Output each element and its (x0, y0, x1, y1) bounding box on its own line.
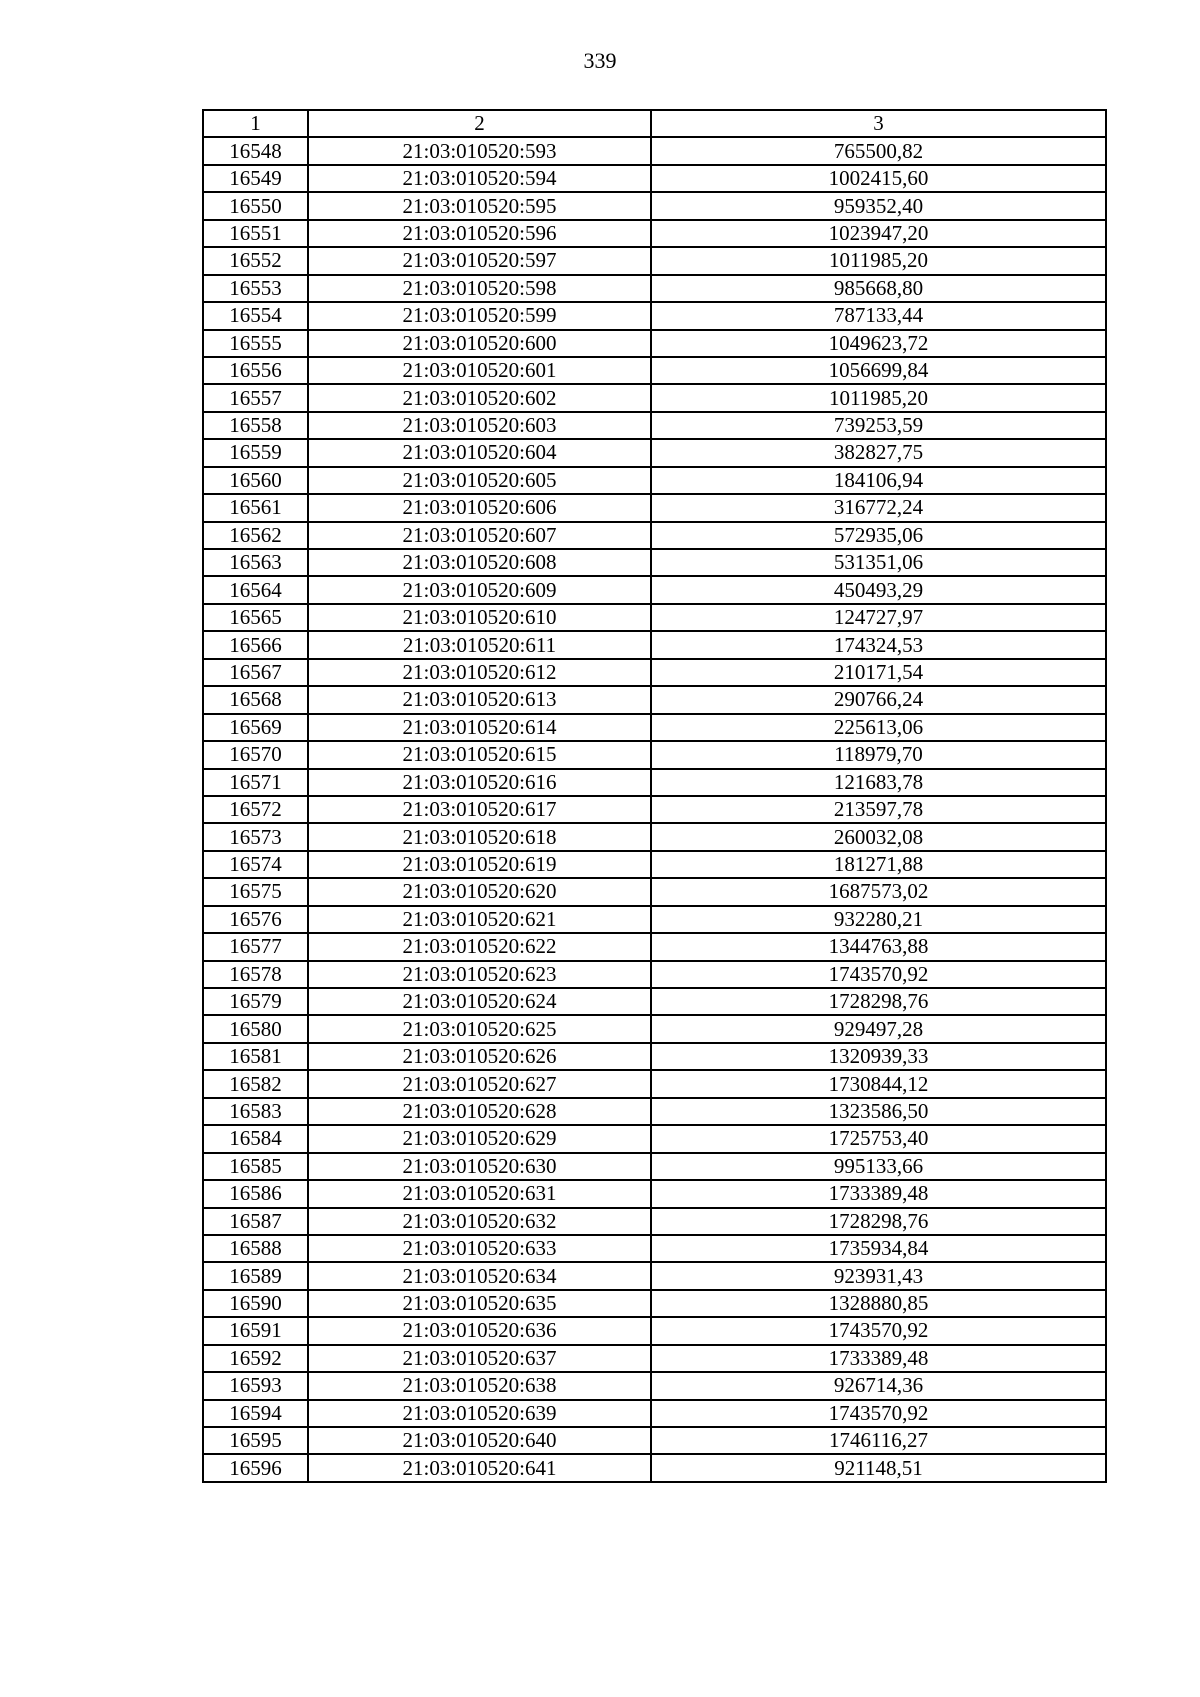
cadastral-number-cell: 21:03:010520:624 (308, 988, 651, 1015)
table-row (203, 1153, 1106, 1180)
value-cell: 739253,59 (651, 412, 1106, 439)
cadastral-number-cell: 21:03:010520:636 (308, 1317, 651, 1344)
table-row (203, 604, 1106, 631)
row-number-cell: 16562 (203, 522, 308, 549)
value-cell: 225613,06 (651, 714, 1106, 741)
row-number-cell: 16561 (203, 494, 308, 521)
value-cell: 1056699,84 (651, 357, 1106, 384)
cadastral-number-cell: 21:03:010520:605 (308, 467, 651, 494)
cadastral-number-cell: 21:03:010520:626 (308, 1043, 651, 1070)
cadastral-number-cell: 21:03:010520:601 (308, 357, 651, 384)
row-number-cell: 16594 (203, 1400, 308, 1427)
value-cell: 1728298,76 (651, 988, 1106, 1015)
cadastral-number-cell: 21:03:010520:635 (308, 1290, 651, 1317)
row-number-cell: 16564 (203, 576, 308, 603)
row-number-cell: 16576 (203, 906, 308, 933)
table-row (203, 1427, 1106, 1454)
row-number-cell: 16548 (203, 137, 308, 164)
row-number-cell: 16573 (203, 823, 308, 850)
value-cell: 1320939,33 (651, 1043, 1106, 1070)
value-cell: 959352,40 (651, 192, 1106, 219)
value-cell: 1023947,20 (651, 220, 1106, 247)
row-number-cell: 16568 (203, 686, 308, 713)
value-cell: 1011985,20 (651, 384, 1106, 411)
value-cell: 1728298,76 (651, 1208, 1106, 1235)
value-cell: 1344763,88 (651, 933, 1106, 960)
table-row (203, 302, 1106, 329)
cadastral-number-cell: 21:03:010520:629 (308, 1125, 651, 1152)
row-number-cell: 16596 (203, 1454, 308, 1481)
row-number-cell: 16569 (203, 714, 308, 741)
table-row (203, 165, 1106, 192)
value-cell: 995133,66 (651, 1153, 1106, 1180)
cadastral-number-cell: 21:03:010520:593 (308, 137, 651, 164)
cadastral-number-cell: 21:03:010520:634 (308, 1262, 651, 1289)
cadastral-number-cell: 21:03:010520:597 (308, 247, 651, 274)
cadastral-number-cell: 21:03:010520:627 (308, 1070, 651, 1097)
cadastral-number-cell: 21:03:010520:615 (308, 741, 651, 768)
table-row (203, 1015, 1106, 1042)
table-header-row (203, 110, 1106, 137)
cadastral-number-cell: 21:03:010520:630 (308, 1153, 651, 1180)
row-number-cell: 16580 (203, 1015, 308, 1042)
row-number-cell: 16587 (203, 1208, 308, 1235)
table-row (203, 1070, 1106, 1097)
value-cell: 923931,43 (651, 1262, 1106, 1289)
cadastral-number-cell: 21:03:010520:622 (308, 933, 651, 960)
column-header: 3 (651, 110, 1106, 137)
value-cell: 181271,88 (651, 851, 1106, 878)
cadastral-number-cell: 21:03:010520:632 (308, 1208, 651, 1235)
table-row (203, 961, 1106, 988)
table-row (203, 1180, 1106, 1207)
row-number-cell: 16559 (203, 439, 308, 466)
table-row (203, 1208, 1106, 1235)
value-cell: 124727,97 (651, 604, 1106, 631)
row-number-cell: 16588 (203, 1235, 308, 1262)
row-number-cell: 16581 (203, 1043, 308, 1070)
value-cell: 1743570,92 (651, 961, 1106, 988)
table-row (203, 1454, 1106, 1481)
value-cell: 184106,94 (651, 467, 1106, 494)
table-row (203, 1317, 1106, 1344)
value-cell: 1743570,92 (651, 1400, 1106, 1427)
cadastral-number-cell: 21:03:010520:625 (308, 1015, 651, 1042)
row-number-cell: 16574 (203, 851, 308, 878)
value-cell: 118979,70 (651, 741, 1106, 768)
page-number: 339 (583, 48, 617, 73)
row-number-cell: 16563 (203, 549, 308, 576)
value-cell: 1730844,12 (651, 1070, 1106, 1097)
value-cell: 929497,28 (651, 1015, 1106, 1042)
cadastral-number-cell: 21:03:010520:604 (308, 439, 651, 466)
value-cell: 210171,54 (651, 659, 1106, 686)
row-number-cell: 16552 (203, 247, 308, 274)
value-cell: 1733389,48 (651, 1345, 1106, 1372)
table-row (203, 741, 1106, 768)
value-cell: 787133,44 (651, 302, 1106, 329)
cadastral-number-cell: 21:03:010520:594 (308, 165, 651, 192)
table-row (203, 906, 1106, 933)
table-row (203, 439, 1106, 466)
table-row (203, 522, 1106, 549)
table-row (203, 796, 1106, 823)
cadastral-number-cell: 21:03:010520:614 (308, 714, 651, 741)
cadastral-number-cell: 21:03:010520:609 (308, 576, 651, 603)
cadastral-number-cell: 21:03:010520:613 (308, 686, 651, 713)
table-row (203, 1290, 1106, 1317)
value-cell: 1746116,27 (651, 1427, 1106, 1454)
row-number-cell: 16592 (203, 1345, 308, 1372)
table-row (203, 769, 1106, 796)
cadastral-number-cell: 21:03:010520:641 (308, 1454, 651, 1481)
table-row (203, 823, 1106, 850)
table-row (203, 988, 1106, 1015)
table-row (203, 1043, 1106, 1070)
table-row (203, 192, 1106, 219)
value-cell: 926714,36 (651, 1372, 1106, 1399)
cadastral-number-cell: 21:03:010520:638 (308, 1372, 651, 1399)
cadastral-number-cell: 21:03:010520:628 (308, 1098, 651, 1125)
cadastral-number-cell: 21:03:010520:608 (308, 549, 651, 576)
value-cell: 316772,24 (651, 494, 1106, 521)
cadastral-number-cell: 21:03:010520:600 (308, 330, 651, 357)
cadastral-number-cell: 21:03:010520:606 (308, 494, 651, 521)
row-number-cell: 16572 (203, 796, 308, 823)
value-cell: 213597,78 (651, 796, 1106, 823)
cadastral-number-cell: 21:03:010520:598 (308, 275, 651, 302)
cadastral-number-cell: 21:03:010520:619 (308, 851, 651, 878)
cadastral-number-cell: 21:03:010520:595 (308, 192, 651, 219)
row-number-cell: 16565 (203, 604, 308, 631)
table-row (203, 933, 1106, 960)
table-row (203, 686, 1106, 713)
table-row (203, 412, 1106, 439)
value-cell: 572935,06 (651, 522, 1106, 549)
cadastral-number-cell: 21:03:010520:620 (308, 878, 651, 905)
cadastral-number-cell: 21:03:010520:603 (308, 412, 651, 439)
table-row (203, 1400, 1106, 1427)
table-row (203, 384, 1106, 411)
table-row (203, 549, 1106, 576)
value-cell: 1733389,48 (651, 1180, 1106, 1207)
row-number-cell: 16566 (203, 631, 308, 658)
row-number-cell: 16557 (203, 384, 308, 411)
table-row (203, 851, 1106, 878)
cadastral-number-cell: 21:03:010520:640 (308, 1427, 651, 1454)
value-cell: 985668,80 (651, 275, 1106, 302)
table-row (203, 275, 1106, 302)
cadastral-number-cell: 21:03:010520:618 (308, 823, 651, 850)
table-row (203, 220, 1106, 247)
table-row (203, 1098, 1106, 1125)
value-cell: 1328880,85 (651, 1290, 1106, 1317)
value-cell: 121683,78 (651, 769, 1106, 796)
row-number-cell: 16575 (203, 878, 308, 905)
value-cell: 260032,08 (651, 823, 1106, 850)
table-row (203, 1125, 1106, 1152)
row-number-cell: 16551 (203, 220, 308, 247)
row-number-cell: 16558 (203, 412, 308, 439)
row-number-cell: 16554 (203, 302, 308, 329)
row-number-cell: 16583 (203, 1098, 308, 1125)
table-row (203, 137, 1106, 164)
cadastral-number-cell: 21:03:010520:639 (308, 1400, 651, 1427)
table-row (203, 357, 1106, 384)
row-number-cell: 16560 (203, 467, 308, 494)
row-number-cell: 16584 (203, 1125, 308, 1152)
row-number-cell: 16591 (203, 1317, 308, 1344)
cadastral-number-cell: 21:03:010520:596 (308, 220, 651, 247)
value-cell: 174324,53 (651, 631, 1106, 658)
cadastral-number-cell: 21:03:010520:617 (308, 796, 651, 823)
cadastral-number-cell: 21:03:010520:637 (308, 1345, 651, 1372)
row-number-cell: 16579 (203, 988, 308, 1015)
row-number-cell: 16553 (203, 275, 308, 302)
column-header: 1 (203, 110, 308, 137)
column-header: 2 (308, 110, 651, 137)
cadastral-number-cell: 21:03:010520:607 (308, 522, 651, 549)
row-number-cell: 16593 (203, 1372, 308, 1399)
row-number-cell: 16595 (203, 1427, 308, 1454)
data-table (202, 109, 1107, 1483)
cadastral-number-cell: 21:03:010520:633 (308, 1235, 651, 1262)
table-row (203, 631, 1106, 658)
value-cell: 932280,21 (651, 906, 1106, 933)
row-number-cell: 16567 (203, 659, 308, 686)
cadastral-number-cell: 21:03:010520:611 (308, 631, 651, 658)
table-row (203, 659, 1106, 686)
value-cell: 382827,75 (651, 439, 1106, 466)
cadastral-number-cell: 21:03:010520:599 (308, 302, 651, 329)
value-cell: 921148,51 (651, 1454, 1106, 1481)
row-number-cell: 16585 (203, 1153, 308, 1180)
row-number-cell: 16571 (203, 769, 308, 796)
cadastral-number-cell: 21:03:010520:631 (308, 1180, 651, 1207)
value-cell: 450493,29 (651, 576, 1106, 603)
cadastral-number-cell: 21:03:010520:621 (308, 906, 651, 933)
value-cell: 1725753,40 (651, 1125, 1106, 1152)
table-row (203, 494, 1106, 521)
table-row (203, 1235, 1106, 1262)
row-number-cell: 16590 (203, 1290, 308, 1317)
row-number-cell: 16589 (203, 1262, 308, 1289)
table-row (203, 714, 1106, 741)
cadastral-number-cell: 21:03:010520:612 (308, 659, 651, 686)
value-cell: 1049623,72 (651, 330, 1106, 357)
value-cell: 1687573,02 (651, 878, 1106, 905)
table-row (203, 1372, 1106, 1399)
row-number-cell: 16556 (203, 357, 308, 384)
value-cell: 1735934,84 (651, 1235, 1106, 1262)
value-cell: 531351,06 (651, 549, 1106, 576)
cadastral-number-cell: 21:03:010520:602 (308, 384, 651, 411)
table-row (203, 576, 1106, 603)
row-number-cell: 16550 (203, 192, 308, 219)
table-row (203, 330, 1106, 357)
table-row (203, 1345, 1106, 1372)
row-number-cell: 16549 (203, 165, 308, 192)
value-cell: 290766,24 (651, 686, 1106, 713)
value-cell: 1323586,50 (651, 1098, 1106, 1125)
row-number-cell: 16555 (203, 330, 308, 357)
row-number-cell: 16577 (203, 933, 308, 960)
row-number-cell: 16578 (203, 961, 308, 988)
value-cell: 1002415,60 (651, 165, 1106, 192)
table-row (203, 878, 1106, 905)
value-cell: 1011985,20 (651, 247, 1106, 274)
value-cell: 765500,82 (651, 137, 1106, 164)
table-row (203, 1262, 1106, 1289)
cadastral-number-cell: 21:03:010520:623 (308, 961, 651, 988)
row-number-cell: 16586 (203, 1180, 308, 1207)
table-row (203, 247, 1106, 274)
cadastral-number-cell: 21:03:010520:616 (308, 769, 651, 796)
table-row (203, 467, 1106, 494)
row-number-cell: 16570 (203, 741, 308, 768)
value-cell: 1743570,92 (651, 1317, 1106, 1344)
cadastral-number-cell: 21:03:010520:610 (308, 604, 651, 631)
row-number-cell: 16582 (203, 1070, 308, 1097)
table-body (203, 137, 1106, 1481)
